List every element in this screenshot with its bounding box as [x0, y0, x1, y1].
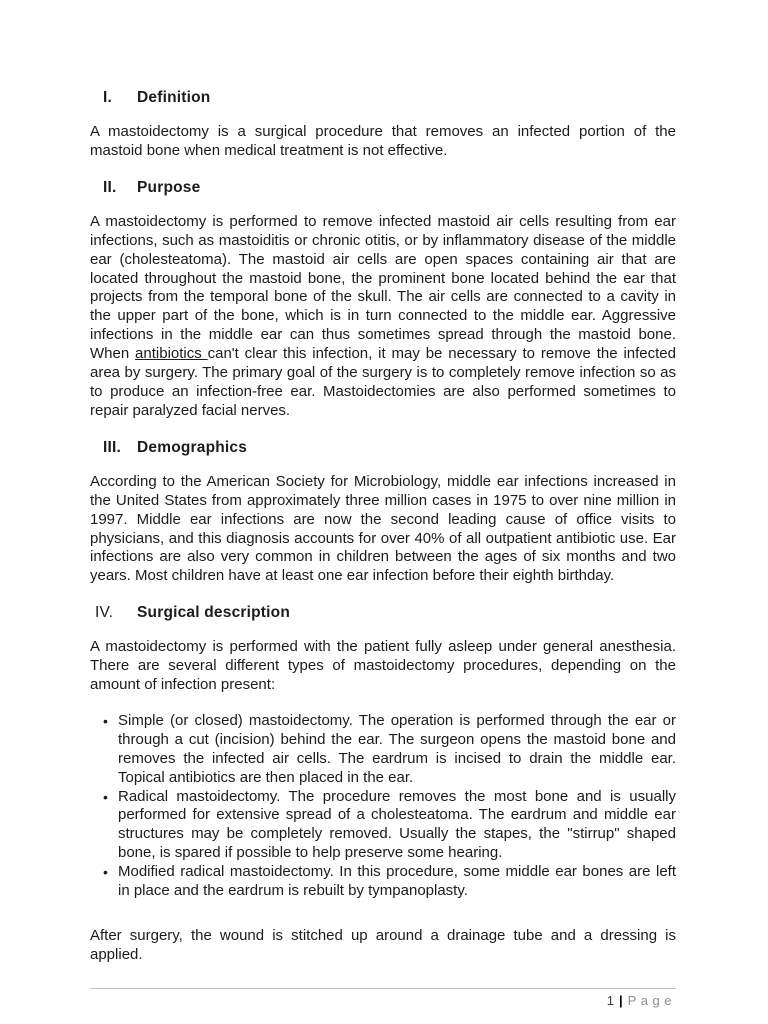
mastoidectomy-types-list: [90, 712, 676, 901]
purpose-text-before: A mastoidectomy is performed to remove infected mastoid air cells resulting from ear infections, such as mastoiditis or chronic otitis, or by inflammatory disease of the middle ear (cholesteatoma). The mastoid air cells are open spaces containing air that are located throughout the mastoid bone, the prominent bone located behind the ear that projects from the temporal bone of the skull. The air cells are connected to a cavity in the upper part of the bone, which is in turn connected to the middle ear. Aggressive infections in the middle ear can thus sometimes spread through the mastoid bone. When: [90, 212, 676, 363]
section-number: III.: [103, 438, 122, 456]
list-item-text: Simple (or closed) mastoidectomy. The operation is performed through the ear or through a cut (incision) behind the ear. The surgeon opens the mastoid bone and removes the infected air cells. The eardrum is incised to drain the middle ear. Topical antibiotics are then placed in the ear.: [118, 711, 676, 786]
section-number: I.: [103, 89, 113, 106]
purpose-paragraph: [90, 213, 676, 421]
document-page: [90, 88, 676, 965]
definition-paragraph: A mastoidectomy is a surgical procedure that removes an infected portion of the mastoid bone when medical treatment is not effective.: [90, 123, 676, 159]
section-number: II.: [103, 178, 117, 196]
footer-pipe-divider: |: [618, 993, 623, 1008]
list-item-text: Radical mastoidectomy. The procedure removes the most bone and is usually performed for extensive spread of a cholesteatoma. The eardrum and middle ear structures may be completely removed. Usually the stapes, the "stirrup" shaped bone, is spared if possible to help preserve some hearing.: [118, 787, 676, 862]
section-heading-surgical-description: [90, 603, 676, 622]
section-title-demographics: Demographics: [137, 438, 248, 456]
bullet-icon: •: [103, 864, 108, 881]
antibiotics-link[interactable]: antibiotics: [135, 345, 208, 363]
section-title-surgical-description: Surgical description: [137, 604, 291, 622]
page-footer: [90, 988, 676, 1008]
footer-divider-line: [90, 988, 676, 989]
page-number: 1: [606, 993, 614, 1008]
surgical-description-paragraph: A mastoidectomy is performed with the patient fully asleep under general anesthesia. There are several different types of mastoidectomy procedures, depending on the amount of infection present:: [90, 638, 676, 694]
list-item: [90, 788, 676, 864]
section-heading-demographics: [90, 438, 676, 457]
bullet-icon: •: [103, 788, 108, 805]
list-item: [90, 712, 676, 788]
list-item-text: Modified radical mastoidectomy. In this procedure, some middle ear bones are left in place and the eardrum is rebuilt by tympanoplasty.: [118, 863, 676, 900]
section-heading-purpose: [90, 178, 676, 197]
after-surgery-paragraph: After surgery, the wound is stitched up around a drainage tube and a dressing is applied.: [90, 927, 676, 963]
footer-page-indicator: [90, 993, 676, 1008]
section-title-purpose: Purpose: [137, 178, 201, 196]
bullet-icon: •: [103, 712, 108, 729]
section-heading-definition: [90, 88, 676, 107]
purpose-text-after: can't clear this infection, it may be necessary to remove the infected area by surgery. The primary goal of the surgery is to completely remove infection so as to produce an infection-free ear. Mastoidectomies are also performed sometimes to repair paralyzed facial nerves.: [90, 345, 676, 419]
section-number: IV.: [95, 604, 114, 622]
list-item: [90, 863, 676, 901]
demographics-paragraph: According to the American Society for Microbiology, middle ear infections increased in the United States from approximately three million cases in 1975 to over nine million in 1997. Middle ear infections are now the second leading cause of office visits to physicians, and this diagnosis accounts for over 40% of all outpatient antibiotic use. Ear infections are also very common in children between the ages of six months and two years. Most children have at least one ear infection before their eighth birthday.: [90, 472, 676, 585]
section-title-definition: Definition: [137, 89, 211, 106]
page-label: Page: [627, 993, 676, 1008]
